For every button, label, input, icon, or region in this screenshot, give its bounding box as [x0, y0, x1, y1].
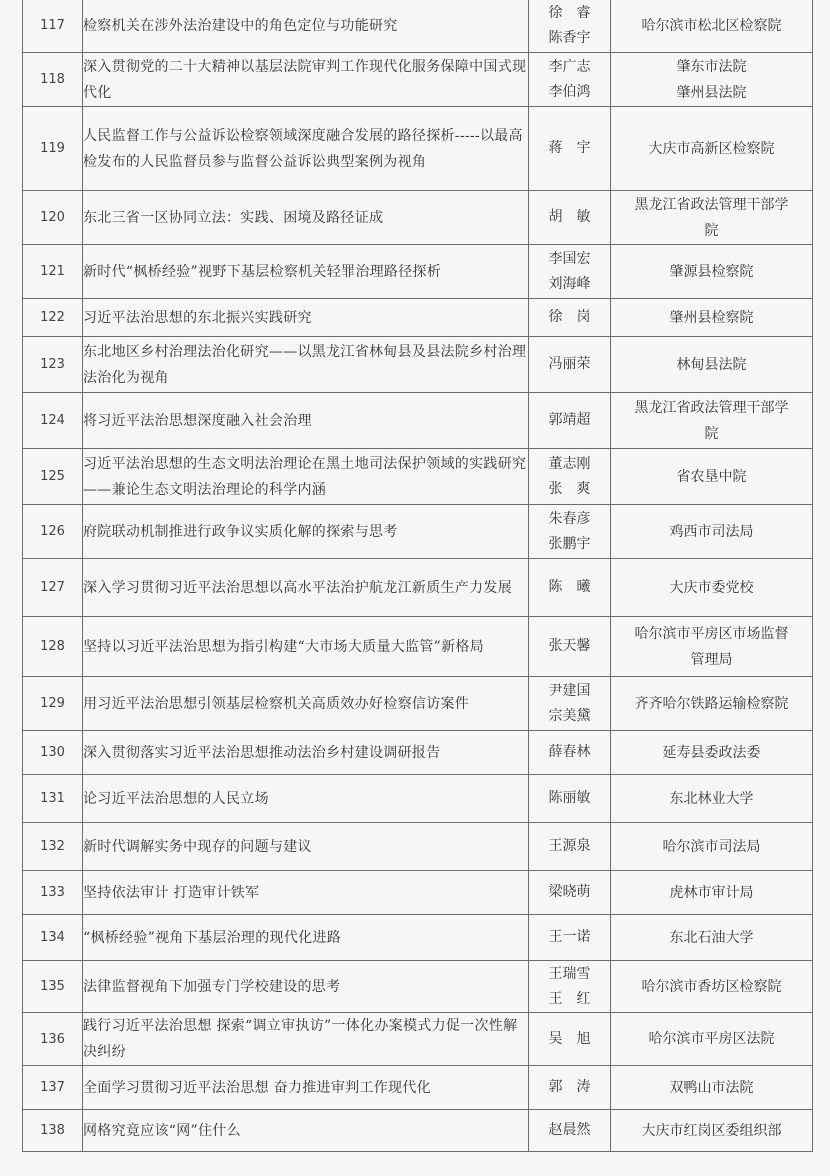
paper-title: 将习近平法治思想深度融入社会治理 [83, 412, 312, 429]
author-cell [529, 961, 611, 1013]
paper-title-cell [83, 0, 529, 53]
author-name: 徐 岗 [548, 309, 591, 325]
organization-cell [611, 961, 813, 1013]
paper-title-cell [83, 617, 529, 677]
organization-cell [611, 191, 813, 245]
row-number: 135 [23, 961, 83, 1013]
row-number: 128 [23, 617, 83, 677]
author-name: 蒋 宇 [548, 140, 591, 156]
row-number: 123 [23, 337, 83, 393]
author-cell [529, 393, 611, 449]
table-row [23, 0, 813, 53]
row-number: 129 [23, 677, 83, 731]
paper-title: 深入贯彻落实习近平法治思想推动法治乡村建设调研报告 [83, 744, 441, 761]
organization-name: 肇源县检察院 [669, 263, 754, 280]
paper-title: 坚持依法审计 打造审计铁军 [83, 884, 260, 901]
table-row [23, 1013, 813, 1066]
organization-cell [611, 0, 813, 53]
organization-name: 双鸭山市法院 [669, 1079, 754, 1096]
paper-title: 习近平法治思想的东北振兴实践研究 [83, 309, 312, 326]
row-number: 119 [23, 107, 83, 191]
author-cell [529, 871, 611, 915]
table-row [23, 617, 813, 677]
organization-cell [611, 823, 813, 871]
row-number: 118 [23, 53, 83, 107]
row-number: 131 [23, 775, 83, 823]
row-number: 132 [23, 823, 83, 871]
paper-title: 网格究竟应该“网”住什么 [83, 1122, 241, 1139]
paper-title: 新时代“枫桥经验”视野下基层检察机关轻罪治理路径探析 [83, 263, 442, 280]
organization-name: 管理局 [690, 651, 733, 668]
paper-title-cell [83, 731, 529, 775]
paper-title: 坚持以习近平法治思想为指引构建“大市场大质量大监管”新格局 [83, 638, 485, 655]
paper-title-cell [83, 505, 529, 559]
author-name: 王瑞雪 [548, 965, 591, 982]
row-number: 133 [23, 871, 83, 915]
author-cell [529, 299, 611, 337]
author-name: 郭靖超 [548, 412, 591, 428]
author-name: 李国宏 [548, 250, 591, 267]
row-number: 127 [23, 559, 83, 617]
table-row [23, 731, 813, 775]
organization-cell [611, 245, 813, 299]
author-name: 冯丽荣 [548, 356, 591, 372]
author-cell [529, 823, 611, 871]
organization-cell [611, 393, 813, 449]
paper-title-cell [83, 559, 529, 617]
table-row [23, 107, 813, 191]
paper-title: “枫桥经验”视角下基层治理的现代化进路 [83, 929, 342, 946]
table-row [23, 559, 813, 617]
table-row [23, 393, 813, 449]
paper-title: 深入贯彻党的二十大精神以基层法院审判工作现代化服务保障中国式现代化 [83, 58, 527, 101]
organization-name: 肇东市法院 [676, 58, 747, 75]
organization-cell [611, 731, 813, 775]
table-row [23, 191, 813, 245]
organization-name: 黑龙江省政法管理干部学 [634, 196, 789, 213]
table-body [23, 0, 813, 1152]
table-row [23, 961, 813, 1013]
paper-title-cell [83, 1066, 529, 1110]
row-number: 136 [23, 1013, 83, 1066]
author-name: 梁晓萌 [548, 884, 591, 900]
author-cell [529, 731, 611, 775]
author-name: 陈丽敏 [548, 790, 591, 806]
paper-title-cell [83, 823, 529, 871]
author-name: 张天馨 [548, 638, 591, 654]
row-number: 120 [23, 191, 83, 245]
paper-title-cell [83, 299, 529, 337]
author-name: 薛春林 [548, 744, 591, 760]
table-row [23, 299, 813, 337]
organization-name: 哈尔滨市司法局 [662, 838, 761, 855]
organization-name: 哈尔滨市平房区法院 [648, 1031, 775, 1047]
paper-title-cell [83, 337, 529, 393]
author-name: 王源泉 [548, 838, 591, 854]
author-cell [529, 559, 611, 617]
row-number: 117 [23, 0, 83, 53]
author-cell [529, 1110, 611, 1152]
table-row [23, 53, 813, 107]
author-name: 徐 睿 [548, 4, 591, 21]
organization-name: 哈尔滨市松北区检察院 [641, 17, 782, 34]
paper-list-table [22, 0, 813, 1152]
author-name: 王 红 [548, 990, 591, 1007]
row-number: 121 [23, 245, 83, 299]
author-name: 赵晨然 [548, 1122, 591, 1138]
organization-name: 大庆市委党校 [669, 579, 754, 596]
organization-cell [611, 1110, 813, 1152]
organization-name: 哈尔滨市香坊区检察院 [641, 978, 782, 995]
table-row [23, 775, 813, 823]
paper-title: 新时代调解实务中现存的问题与建议 [83, 838, 312, 855]
table-row [23, 1110, 813, 1152]
organization-cell [611, 449, 813, 505]
author-name: 刘海峰 [548, 275, 591, 292]
paper-title: 用习近平法治思想引领基层检察机关高质效办好检察信访案件 [83, 695, 470, 712]
paper-title: 检察机关在涉外法治建设中的角色定位与功能研究 [83, 17, 398, 34]
table-row [23, 871, 813, 915]
row-number: 138 [23, 1110, 83, 1152]
organization-name: 肇州县检察院 [669, 309, 754, 326]
organization-name: 大庆市高新区检察院 [648, 140, 775, 157]
paper-title-cell [83, 915, 529, 961]
organization-cell [611, 299, 813, 337]
organization-cell [611, 53, 813, 107]
organization-name: 肇州县法院 [676, 84, 747, 101]
paper-title: 习近平法治思想的生态文明法治理论在黑土地司法保护领域的实践研究 ——兼论生态文明法治理论的科学内涵 [83, 455, 527, 498]
author-cell [529, 505, 611, 559]
author-name: 董志刚 [548, 455, 591, 472]
author-cell [529, 53, 611, 107]
author-name: 王一诺 [548, 929, 591, 945]
paper-title-cell [83, 191, 529, 245]
organization-name: 东北石油大学 [669, 929, 754, 946]
organization-cell [611, 107, 813, 191]
author-name: 胡 敏 [548, 209, 591, 225]
organization-name: 院 [704, 425, 719, 442]
organization-name: 鸡西市司法局 [669, 523, 754, 540]
organization-name: 东北林业大学 [669, 790, 754, 807]
row-number: 134 [23, 915, 83, 961]
paper-title-cell [83, 1013, 529, 1066]
organization-cell [611, 559, 813, 617]
table-row [23, 1066, 813, 1110]
author-cell [529, 107, 611, 191]
organization-cell [611, 677, 813, 731]
author-name: 张 爽 [548, 480, 591, 497]
paper-title-cell [83, 1110, 529, 1152]
author-cell [529, 775, 611, 823]
organization-cell [611, 505, 813, 559]
author-name: 尹建国 [548, 682, 591, 699]
table-row [23, 677, 813, 731]
author-name: 张鹏宇 [548, 535, 591, 552]
row-number: 125 [23, 449, 83, 505]
row-number: 126 [23, 505, 83, 559]
author-cell [529, 1013, 611, 1066]
organization-name: 齐齐哈尔铁路运输检察院 [634, 695, 789, 712]
author-name: 陈香宇 [548, 29, 591, 46]
paper-title-cell [83, 393, 529, 449]
author-name: 李伯鸿 [548, 83, 591, 100]
row-number: 137 [23, 1066, 83, 1110]
paper-title: 人民监督工作与公益诉讼检察领域深度融合发展的路径探析-----以最高检发布的人民监督员参与监督公益诉讼典型案例为视角 [83, 127, 523, 170]
organization-name: 延寿县委政法委 [662, 744, 761, 761]
author-cell [529, 449, 611, 505]
author-cell [529, 191, 611, 245]
paper-title: 东北三省一区协同立法：实践、困境及路径证成 [83, 209, 384, 226]
organization-name: 黑龙江省政法管理干部学 [634, 399, 789, 416]
paper-title: 全面学习贯彻习近平法治思想 奋力推进审判工作现代化 [83, 1079, 431, 1096]
paper-title-cell [83, 961, 529, 1013]
row-number: 122 [23, 299, 83, 337]
paper-title: 东北地区乡村治理法治化研究——以黑龙江省林甸县及县法院乡村治理法治化为视角 [83, 343, 527, 386]
author-name: 吴 旭 [548, 1030, 591, 1047]
author-cell [529, 337, 611, 393]
paper-title: 践行习近平法治思想 探索“调立审执访”一体化办案模式力促一次性解决纠纷 [83, 1018, 518, 1060]
organization-name: 院 [704, 222, 719, 239]
row-number: 124 [23, 393, 83, 449]
paper-title: 深入学习贯彻习近平法治思想以高水平法治护航龙江新质生产力发展 [83, 579, 512, 596]
author-name: 朱春彦 [548, 510, 591, 527]
organization-cell [611, 871, 813, 915]
organization-cell [611, 337, 813, 393]
author-name: 李广志 [548, 58, 591, 75]
organization-cell [611, 617, 813, 677]
paper-title-cell [83, 245, 529, 299]
organization-name: 哈尔滨市平房区市场监督 [634, 625, 789, 642]
author-cell [529, 1066, 611, 1110]
paper-title-cell [83, 871, 529, 915]
table-row [23, 449, 813, 505]
author-cell [529, 677, 611, 731]
organization-cell [611, 1013, 813, 1066]
paper-title-cell [83, 677, 529, 731]
paper-title: 府院联动机制推进行政争议实质化解的探索与思考 [83, 523, 398, 540]
table-row [23, 823, 813, 871]
author-name: 陈 曦 [548, 579, 591, 595]
organization-cell [611, 915, 813, 961]
organization-cell [611, 1066, 813, 1110]
organization-name: 林甸县法院 [676, 356, 747, 373]
organization-name: 省农垦中院 [676, 468, 747, 485]
author-cell [529, 245, 611, 299]
author-cell [529, 915, 611, 961]
author-cell [529, 0, 611, 53]
author-name: 郭 涛 [548, 1079, 591, 1095]
paper-title: 法律监督视角下加强专门学校建设的思考 [83, 978, 341, 995]
author-name: 宗美黛 [548, 707, 591, 724]
author-cell [529, 617, 611, 677]
organization-name: 大庆市红岗区委组织部 [641, 1122, 782, 1139]
organization-name: 虎林市审计局 [669, 884, 754, 901]
organization-cell [611, 775, 813, 823]
table-row [23, 337, 813, 393]
table-row [23, 505, 813, 559]
paper-title-cell [83, 53, 529, 107]
paper-title-cell [83, 775, 529, 823]
table-row [23, 245, 813, 299]
table-row [23, 915, 813, 961]
paper-title-cell [83, 449, 529, 505]
paper-title: 论习近平法治思想的人民立场 [83, 790, 269, 807]
paper-title-cell [83, 107, 529, 191]
row-number: 130 [23, 731, 83, 775]
